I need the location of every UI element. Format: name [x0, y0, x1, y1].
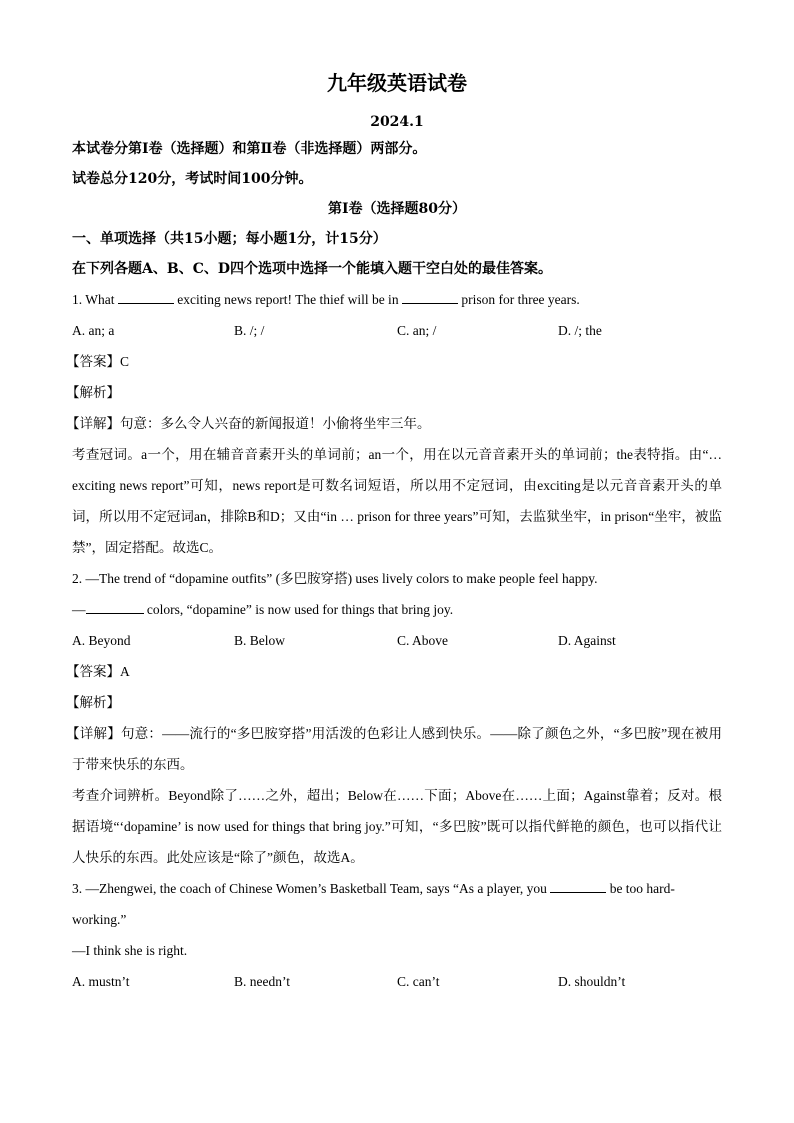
- question-3-stem-1-cont: working.”: [72, 912, 127, 927]
- question-1-options: [72, 315, 722, 346]
- question-1-answer: 【答案】C: [66, 354, 130, 369]
- option-c: C. can’t: [397, 974, 440, 989]
- part-heading: 第Ⅰ卷（选择题80分）: [327, 201, 467, 217]
- option-d: D. /; the: [558, 323, 602, 338]
- option-c: C. an; /: [397, 323, 437, 338]
- option-a: A. an; a: [72, 323, 115, 338]
- question-1-explanation: 考查冠词。a一个，用在辅音音素开头的单词前；an一个，用在以元音音素开头的单词前；the表特指。由“… exciting news report”可知，news report是可数名词短语，所以用不定冠词，由exciting是以元音音素开头的单词，所以用不定冠词an，排除B和D；又由“in … prison for three years”可知，去监狱坐牢，in prison“坐牢，被监禁”，固定搭配。故选C。: [72, 447, 722, 555]
- option-a: A. mustn’t: [72, 974, 130, 989]
- question-3-stem-2: —I think she is right.: [72, 943, 188, 958]
- option-a: A. Beyond: [72, 633, 131, 648]
- question-2-options: [72, 625, 722, 656]
- option-d: D. Against: [558, 633, 616, 648]
- intro-line-1: 本试卷分第Ⅰ卷（选择题）和第Ⅱ卷（非选择题）两部分。: [72, 141, 427, 157]
- question-1-analysis-label: 【解析】: [66, 385, 120, 400]
- option-c: C. Above: [397, 633, 449, 648]
- question-1-detail: 【详解】句意：多么令人兴奋的新闻报道！小偷将坐牢三年。: [66, 416, 431, 431]
- question-3-stem-1: 3. —Zhengwei, the coach of Chinese Women’s Basketball Team, says “As a player, you be too hard-: [72, 873, 722, 904]
- answer-blank: [118, 289, 174, 304]
- intro-line-2: 试卷总分120分，考试时间100分钟。: [72, 171, 313, 187]
- answer-blank: [402, 289, 458, 304]
- question-1-stem: 1. What exciting news report! The thief will be in prison for three years.: [72, 284, 722, 315]
- section-heading: 一、单项选择（共15小题；每小题1分，计15分）: [72, 231, 387, 247]
- answer-blank: [86, 599, 144, 614]
- section-instruction: 在下列各题A、B、C、D四个选项中选择一个能填入题干空白处的最佳答案。: [72, 261, 552, 277]
- question-2-answer: 【答案】A: [66, 664, 130, 679]
- answer-blank: [550, 878, 606, 893]
- exam-page: [66, 68, 723, 997]
- option-b: B. Below: [234, 633, 286, 648]
- question-2-detail: 【详解】句意：——流行的“多巴胺穿搭”用活泼的色彩让人感到快乐。——除了颜色之外，“多巴胺”现在被用于带来快乐的东西。: [66, 726, 723, 772]
- exam-title: 九年级英语试卷: [327, 71, 467, 95]
- question-2-analysis-label: 【解析】: [66, 695, 120, 710]
- option-b: B. needn’t: [234, 974, 290, 989]
- option-d: D. shouldn’t: [558, 974, 626, 989]
- question-3-options: [72, 966, 722, 997]
- question-2-stem-1: 2. —The trend of “dopamine outfits” (多巴胺穿搭) uses lively colors to make people feel happy.: [72, 571, 598, 586]
- option-b: B. /; /: [234, 323, 265, 338]
- exam-date: 2024.1: [370, 114, 424, 130]
- question-2-stem-2: — colors, “dopamine” is now used for things that bring joy.: [72, 594, 722, 625]
- question-2-explanation: 考查介词辨析。Beyond除了……之外，超出；Below在……下面；Above在……上面；Against靠着；反对。根据语境“‘dopamine’ is now used for things that bring joy.”可知，“多巴胺”既可以指代鲜艳的颜色，也可以指代让人快乐的东西。此处应该是“除了”颜色，故选A。: [72, 788, 722, 865]
